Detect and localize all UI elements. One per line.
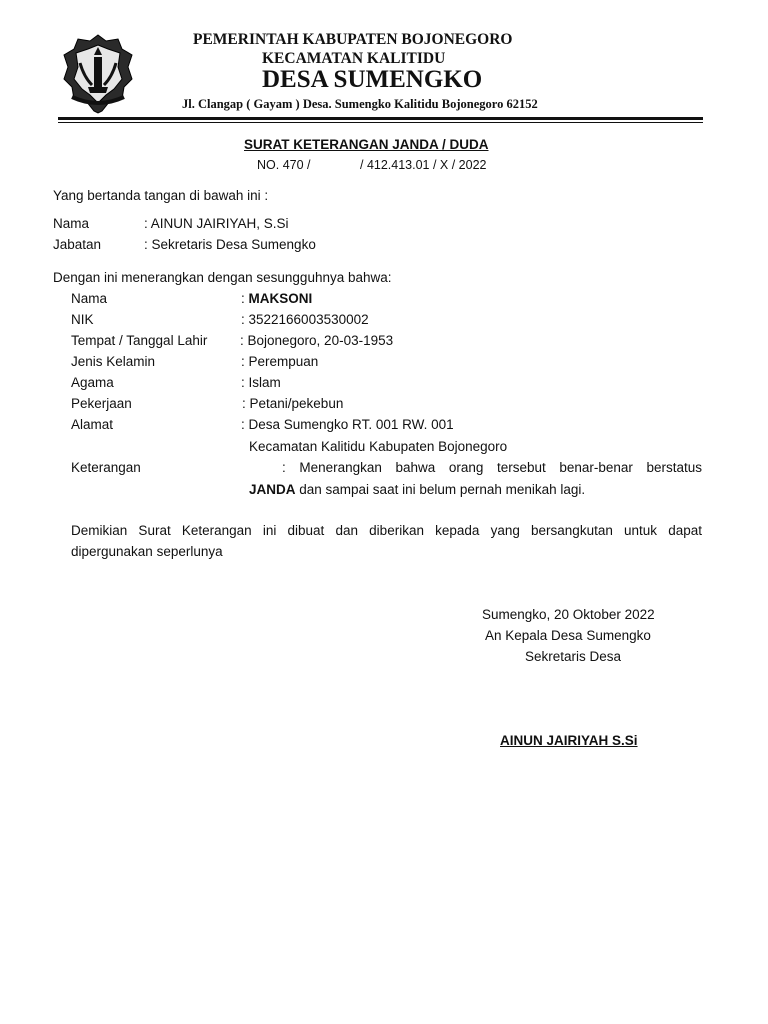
person-gender-value: : Perempuan — [241, 354, 319, 369]
person-religion-value: : Islam — [241, 375, 281, 390]
header-divider-thick — [58, 117, 703, 120]
person-address-value: : Desa Sumengko RT. 001 RW. 001 — [241, 417, 454, 432]
person-birth-value: : Bojonegoro, 20-03-1953 — [240, 333, 394, 348]
letter-number-suffix: / 412.413.01 / X / 2022 — [360, 158, 487, 172]
person-remark-label: Keterangan — [71, 460, 141, 475]
header-village-title: DESA SUMENGKO — [262, 66, 483, 93]
signature-name: AINUN JAIRIYAH S.Si — [500, 733, 638, 748]
signer-intro: Yang bertanda tangan di bawah ini : — [53, 188, 269, 203]
person-birth-label: Tempat / Tanggal Lahir — [71, 333, 208, 348]
person-name-row — [241, 291, 312, 306]
person-remark-status: JANDA — [249, 482, 296, 497]
person-religion-label: Agama — [71, 375, 114, 390]
person-name-value: MAKSONI — [248, 291, 313, 306]
person-address-label: Alamat — [71, 417, 114, 432]
person-occupation-label: Pekerjaan — [71, 396, 132, 411]
bojonegoro-emblem-icon — [62, 33, 134, 115]
closing-line-1: Demikian Surat Keterangan ini dibuat dan diberikan kepada yang bersangkutan untuk dapat — [71, 523, 702, 538]
declare-intro: Dengan ini menerangkan dengan sesungguhnya bahwa: — [53, 270, 392, 285]
signer-position-label: Jabatan — [53, 237, 102, 252]
signature-role: Sekretaris Desa — [525, 649, 622, 664]
closing-line-2: dipergunakan seperlunya — [71, 544, 223, 559]
letter-title: SURAT KETERANGAN JANDA / DUDA — [244, 137, 489, 152]
signer-name-value: : AINUN JAIRIYAH, S.Si — [144, 216, 289, 231]
signature-on-behalf: An Kepala Desa Sumengko — [485, 628, 651, 643]
person-remark-value: : Menerangkan bahwa orang tersebut benar-benar berstatus — [282, 460, 702, 475]
header-address: Jl. Clangap ( Gayam ) Desa. Sumengko Kalitidu Bojonegoro 62152 — [182, 97, 538, 111]
person-remark-line2 — [249, 482, 585, 497]
person-name-label: Nama — [71, 291, 108, 306]
person-nik-value: : 3522166003530002 — [241, 312, 369, 327]
person-name-colon: : — [241, 291, 245, 306]
person-nik-label: NIK — [71, 312, 94, 327]
person-occupation-value: : Petani/pekebun — [242, 396, 344, 411]
letter-number-prefix: NO. 470 / — [257, 158, 311, 172]
header-district: KECAMATAN KALITIDU — [262, 50, 446, 67]
signer-name-label: Nama — [53, 216, 90, 231]
header-divider-thin — [58, 122, 703, 123]
person-remark-rest: dan sampai saat ini belum pernah menikah lagi. — [295, 482, 586, 497]
header-government: PEMERINTAH KABUPATEN BOJONEGORO — [193, 31, 513, 48]
signature-place-date: Sumengko, 20 Oktober 2022 — [482, 607, 655, 622]
person-address-value-2: Kecamatan Kalitidu Kabupaten Bojonegoro — [249, 439, 508, 454]
signer-position-value: : Sekretaris Desa Sumengko — [144, 237, 316, 252]
person-gender-label: Jenis Kelamin — [71, 354, 156, 369]
